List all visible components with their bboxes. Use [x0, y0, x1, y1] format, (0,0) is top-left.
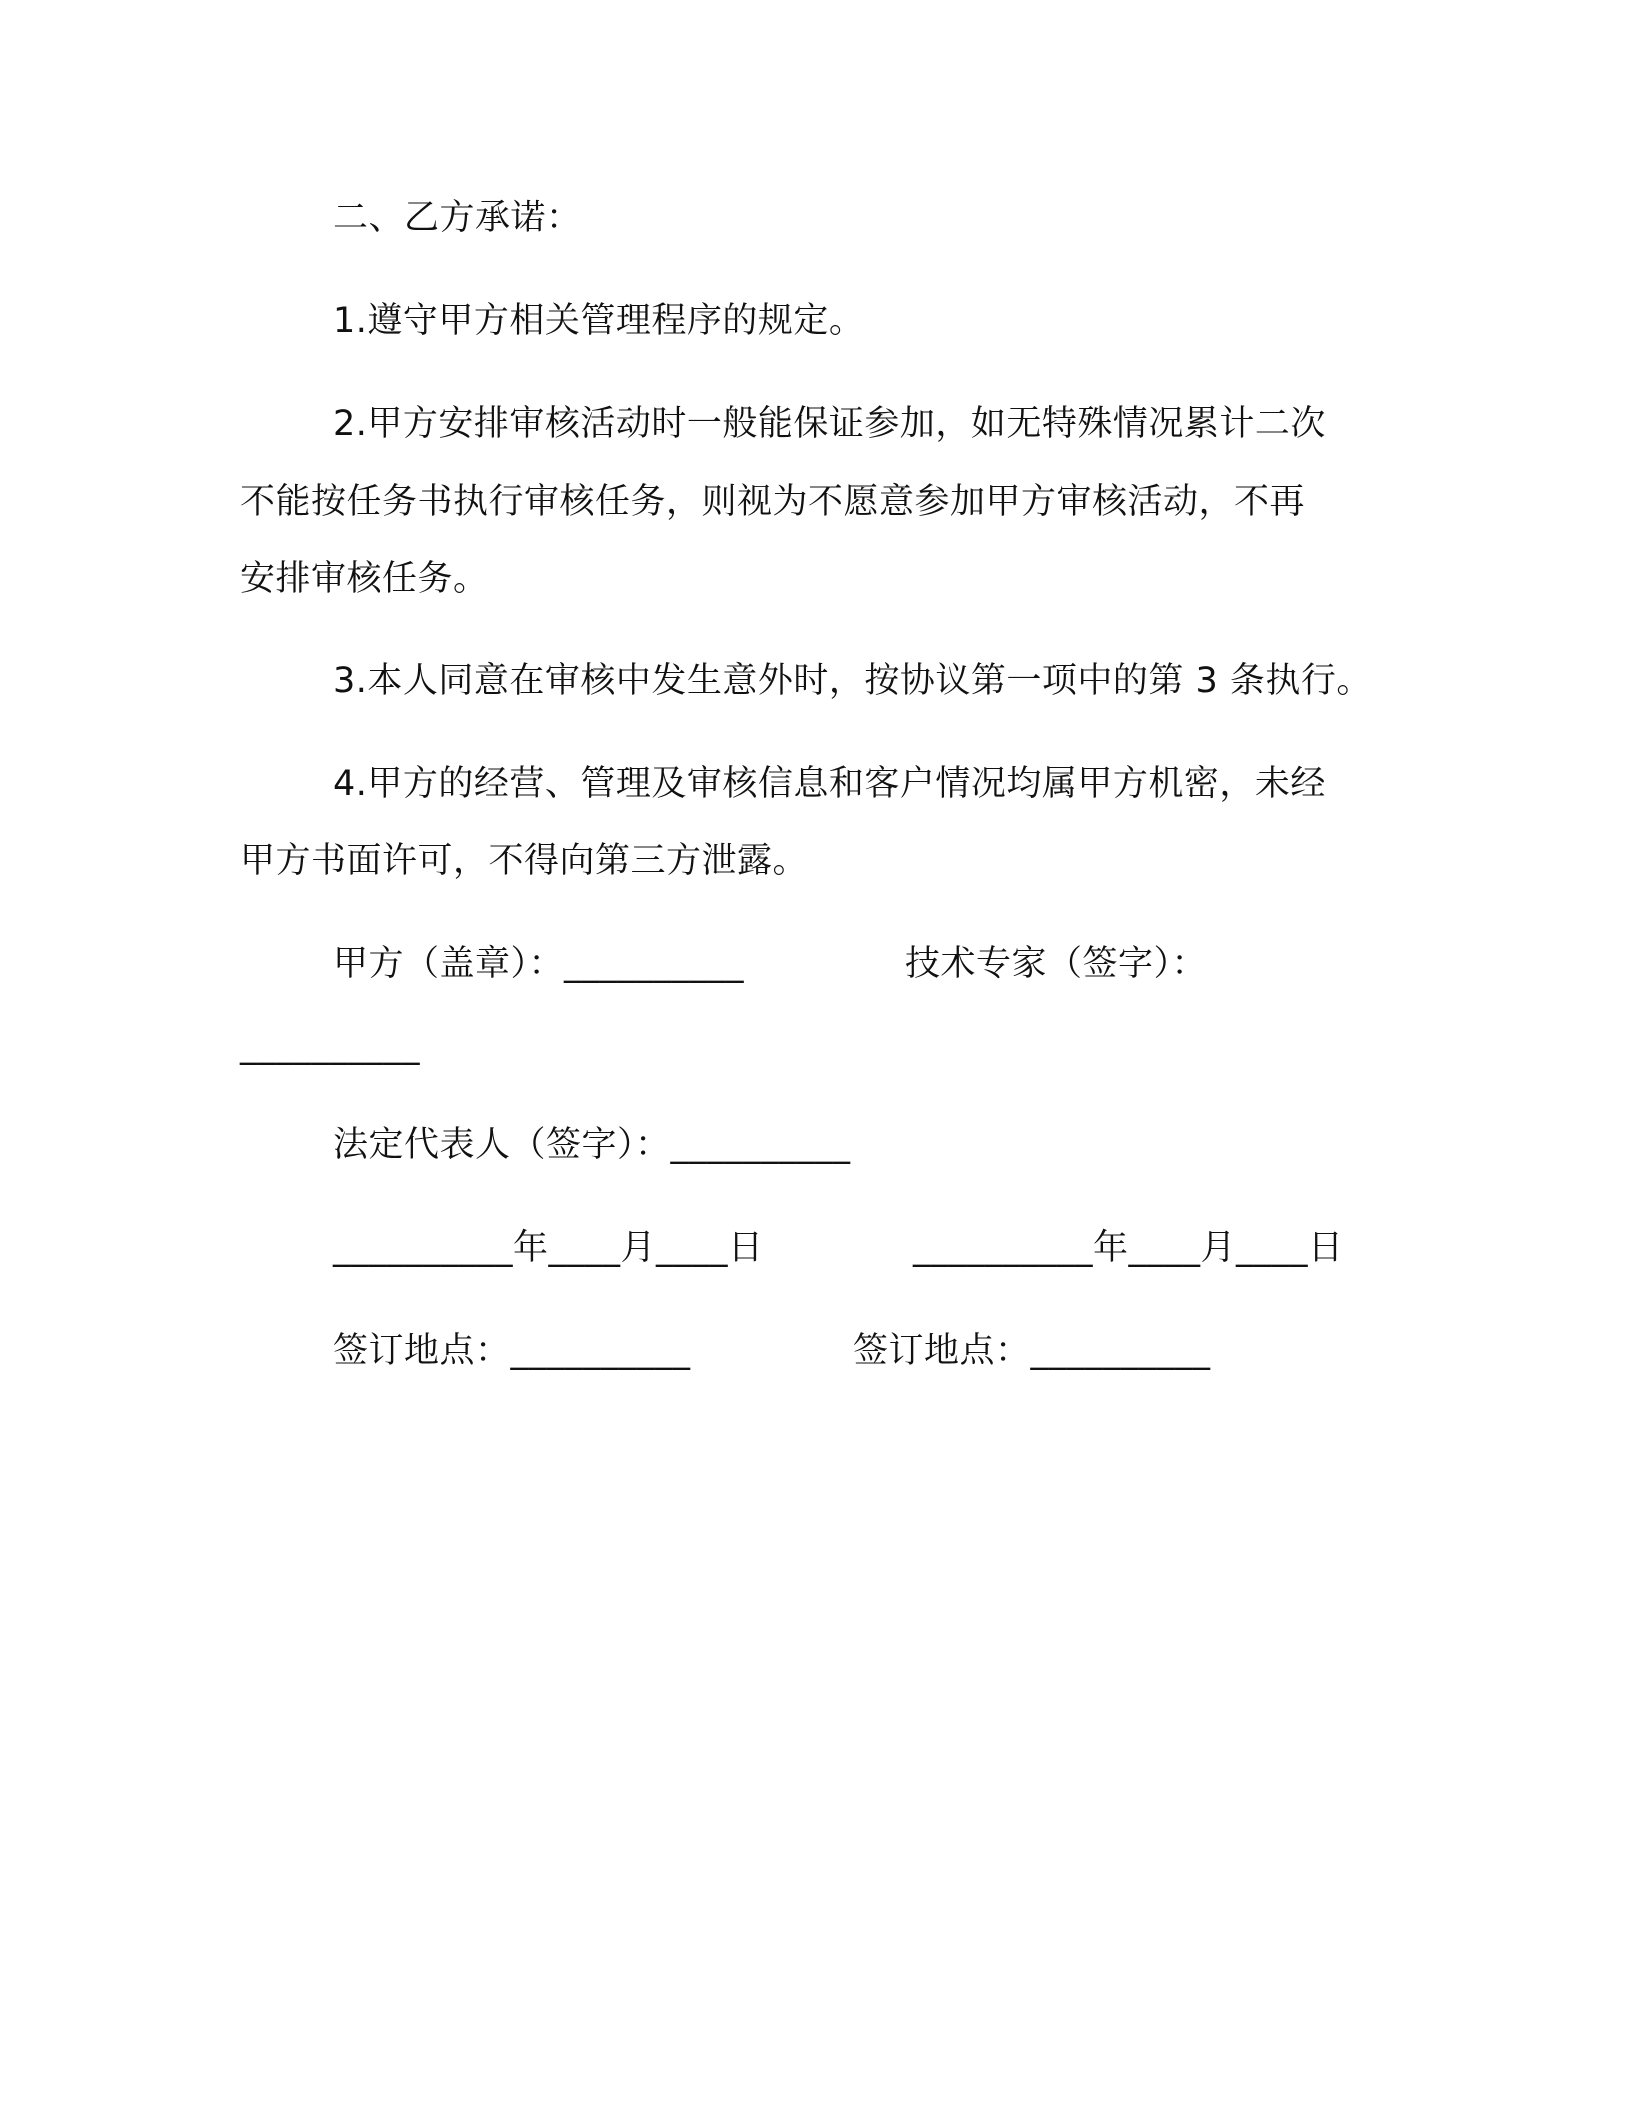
- signing-place-right: 签订地点：__________: [853, 1331, 1211, 1371]
- clause-2-line-1: 2.甲方安排审核活动时一般能保证参加，如无特殊情况累计二次: [333, 404, 1326, 444]
- clause-2-line-3: 安排审核任务。: [240, 559, 489, 599]
- date-field-left: __________年____月____日: [333, 1228, 764, 1268]
- date-field-right: __________年____月____日: [913, 1228, 1344, 1268]
- clause-4-line-1: 4.甲方的经营、管理及审核信息和客户情况均属甲方机密，未经: [333, 764, 1326, 804]
- clause-1: 1.遵守甲方相关管理程序的规定。: [333, 301, 865, 341]
- clause-4-line-2: 甲方书面许可，不得向第三方泄露。: [240, 841, 809, 881]
- section-heading: 二、乙方承诺：: [333, 198, 582, 238]
- tech-expert-signature-blank: __________: [240, 1026, 420, 1066]
- party-a-seal-field: 甲方（盖章）：__________: [333, 944, 745, 984]
- clause-2-line-2: 不能按任务书执行审核任务，则视为不愿意参加甲方审核活动，不再: [240, 482, 1306, 522]
- clause-3: 3.本人同意在审核中发生意外时，按协议第一项中的第 3 条执行。: [333, 661, 1372, 701]
- signing-place-left: 签订地点：__________: [333, 1331, 691, 1371]
- legal-representative-field: 法定代表人（签字）：__________: [333, 1125, 851, 1165]
- tech-expert-signature-label: 技术专家（签字）：: [905, 944, 1208, 984]
